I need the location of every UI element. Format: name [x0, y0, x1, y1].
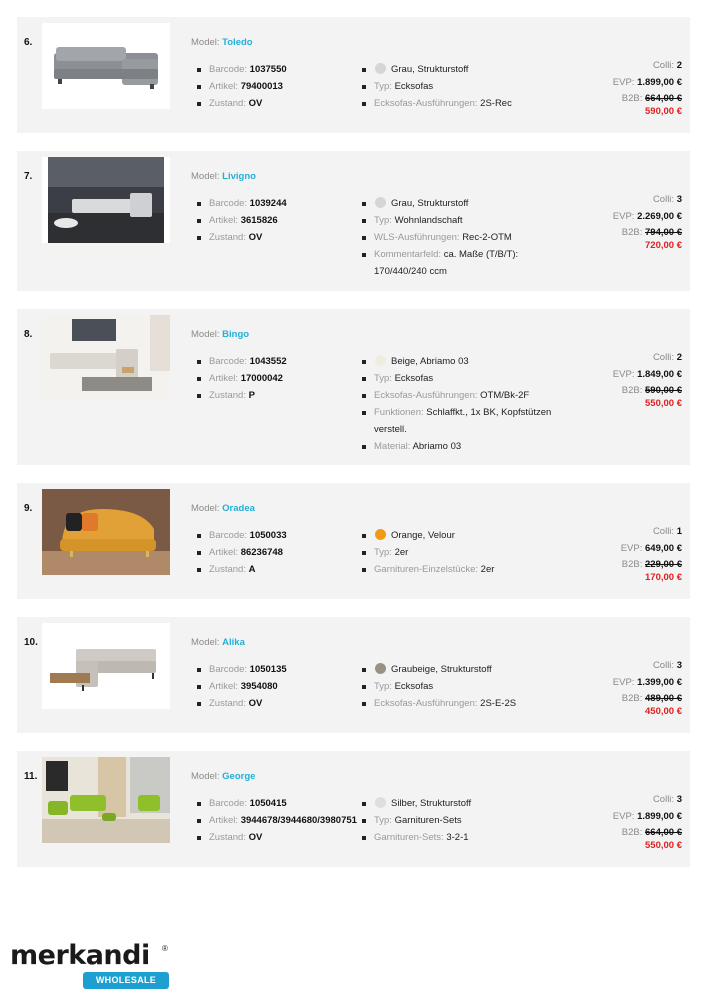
b2b-new-price: 590,00 € — [645, 106, 682, 117]
product-image — [42, 757, 170, 843]
artikel-row: Artikel: 17000042 — [195, 370, 363, 387]
model-name[interactable]: Alika — [222, 637, 245, 648]
variant-row: Ecksofas-Ausführungen: 2S-E-2S — [360, 695, 560, 712]
artikel-value: 3944678/3944680/3980751 — [240, 815, 357, 826]
zustand-row: Zustand: P — [195, 387, 363, 404]
evp-row: EVP: 1.849,00 € — [612, 369, 682, 380]
colli-value: 3 — [676, 794, 682, 805]
wholesale-badge: WHOLESALE — [83, 972, 169, 989]
registered-mark: ® — [162, 944, 168, 953]
b2b-new-price: 550,00 € — [645, 840, 682, 851]
typ-value: 2er — [394, 547, 409, 558]
typ-row: Typ: Wohnlandschaft — [360, 212, 560, 229]
comment-value: ca. Maße (T/B/T): 170/440/240 ccm — [374, 249, 519, 277]
price-block — [613, 657, 682, 718]
evp-row: EVP: 1.899,00 € — [612, 811, 682, 822]
colli-row: Colli: 3 — [652, 660, 682, 671]
typ-value: Wohnlandschaft — [394, 215, 463, 226]
evp-value: 1.849,00 € — [637, 369, 682, 380]
item-index: 10. — [24, 637, 38, 648]
typ-value: Ecksofas — [394, 681, 434, 692]
b2b-row: B2B: 229,00 € — [621, 559, 682, 570]
variant-value: 2S-Rec — [480, 98, 512, 109]
product-attributes — [360, 527, 560, 578]
product-image — [42, 23, 170, 109]
evp-value: 1.899,00 € — [637, 77, 682, 88]
variant-value: OTM/Bk-2F — [480, 390, 530, 401]
evp-value: 649,00 € — [645, 543, 682, 554]
barcode-value: 1050415 — [249, 798, 287, 809]
evp-value: 1.399,00 € — [637, 677, 682, 688]
model-line — [191, 771, 255, 782]
material-row: Material: Abriamo 03 — [360, 438, 560, 455]
typ-row: Typ: 2er — [360, 544, 560, 561]
color-value: Grau, Strukturstoff — [391, 198, 469, 209]
colli-value: 2 — [676, 352, 682, 363]
zustand-value: OV — [248, 698, 263, 709]
colli-row: Colli: 3 — [652, 194, 682, 205]
product-ids — [195, 661, 363, 712]
barcode-row: Barcode: 1050415 — [195, 795, 363, 812]
color-value: Beige, Abriamo 03 — [391, 356, 469, 367]
typ-row: Typ: Ecksofas — [360, 678, 560, 695]
color-value: Grau, Strukturstoff — [391, 64, 469, 75]
zustand-value: OV — [248, 98, 263, 109]
zustand-value: A — [248, 564, 256, 575]
color-row — [360, 195, 560, 212]
colli-row: Colli: 1 — [652, 526, 682, 537]
model-label: Model: — [191, 771, 220, 782]
artikel-value: 17000042 — [240, 373, 283, 384]
evp-row: EVP: 1.899,00 € — [612, 77, 682, 88]
b2b-new-price: 450,00 € — [645, 706, 682, 717]
variant-value: 2er — [480, 564, 495, 575]
variant-value: 2S-E-2S — [480, 698, 517, 709]
color-swatch-icon — [375, 797, 386, 808]
barcode-row: Barcode: 1050135 — [195, 661, 363, 678]
b2b-new-price: 720,00 € — [645, 240, 682, 251]
b2b-old-price: 489,00 € — [645, 693, 682, 704]
comment-row: Kommentarfeld: ca. Maße (T/B/T): 170/440/240 ccm — [360, 246, 560, 280]
colli-row: Colli: 2 — [652, 352, 682, 363]
zustand-value: OV — [248, 232, 263, 243]
zustand-row: Zustand: A — [195, 561, 363, 578]
product-image — [42, 315, 170, 401]
b2b-old-price: 229,00 € — [645, 559, 682, 570]
price-block — [613, 791, 682, 852]
model-line — [191, 37, 253, 48]
product-image — [42, 157, 170, 243]
artikel-row: Artikel: 3615826 — [195, 212, 363, 229]
model-line — [191, 171, 256, 182]
colli-row: Colli: 3 — [652, 794, 682, 805]
typ-value: Ecksofas — [394, 373, 434, 384]
color-value: Silber, Strukturstoff — [391, 798, 472, 809]
barcode-row: Barcode: 1050033 — [195, 527, 363, 544]
colli-value: 3 — [676, 194, 682, 205]
product-card — [17, 309, 690, 465]
variant-row: Garnituren-Sets: 3-2-1 — [360, 829, 560, 846]
model-name[interactable]: Toledo — [222, 37, 253, 48]
b2b-old-price: 664,00 € — [645, 93, 682, 104]
b2b-row: B2B: 489,00 € — [621, 693, 682, 704]
barcode-value: 1039244 — [249, 198, 287, 209]
merkandi-logo — [10, 940, 180, 992]
model-line — [191, 329, 249, 340]
artikel-value: 3954080 — [240, 681, 278, 692]
product-attributes — [360, 61, 560, 112]
product-ids — [195, 195, 363, 246]
functions-row: Funktionen: Schlaffkt., 1x BK, Kopfstützen verstell. — [360, 404, 560, 438]
product-card — [17, 151, 690, 291]
color-swatch-icon — [375, 197, 386, 208]
color-row — [360, 527, 560, 544]
color-value: Orange, Velour — [391, 530, 455, 541]
b2b-old-price: 794,00 € — [645, 227, 682, 238]
zustand-row: Zustand: OV — [195, 829, 363, 846]
product-attributes — [360, 661, 560, 712]
colli-value: 3 — [676, 660, 682, 671]
b2b-new-price: 550,00 € — [645, 398, 682, 409]
evp-value: 2.269,00 € — [637, 211, 682, 222]
artikel-value: 79400013 — [240, 81, 283, 92]
product-card — [17, 751, 690, 867]
typ-row: Typ: Garnituren-Sets — [360, 812, 560, 829]
zustand-value: OV — [248, 832, 263, 843]
material-value: Abriamo 03 — [412, 441, 462, 452]
model-label: Model: — [191, 637, 220, 648]
product-card — [17, 17, 690, 133]
artikel-row: Artikel: 3954080 — [195, 678, 363, 695]
product-card — [17, 483, 690, 599]
artikel-row: Artikel: 86236748 — [195, 544, 363, 561]
model-line — [191, 503, 255, 514]
price-block — [613, 349, 682, 410]
price-block — [613, 191, 682, 252]
evp-row: EVP: 1.399,00 € — [612, 677, 682, 688]
product-attributes — [360, 795, 560, 846]
variant-row: Ecksofas-Ausführungen: 2S-Rec — [360, 95, 560, 112]
artikel-row: Artikel: 3944678/3944680/3980751 — [195, 812, 363, 829]
price-block — [613, 57, 682, 118]
product-card — [17, 617, 690, 733]
product-ids — [195, 795, 363, 846]
variant-row: Garnituren-Einzelstücke: 2er — [360, 561, 560, 578]
color-row — [360, 61, 560, 78]
b2b-old-price: 664,00 € — [645, 827, 682, 838]
colli-value: 2 — [676, 60, 682, 71]
typ-row: Typ: Ecksofas — [360, 370, 560, 387]
model-name[interactable]: Oradea — [222, 503, 255, 514]
barcode-row: Barcode: 1039244 — [195, 195, 363, 212]
typ-row: Typ: Ecksofas — [360, 78, 560, 95]
product-ids — [195, 527, 363, 578]
logo-wordmark: merkandi — [10, 940, 150, 971]
model-name[interactable]: George — [222, 771, 256, 782]
b2b-row: B2B: 590,00 € — [621, 385, 682, 396]
color-swatch-icon — [375, 529, 386, 540]
typ-value: Ecksofas — [394, 81, 434, 92]
item-index: 6. — [24, 37, 33, 48]
color-swatch-icon — [375, 663, 386, 674]
item-index: 8. — [24, 329, 33, 340]
model-line — [191, 637, 245, 648]
color-swatch-icon — [375, 355, 386, 366]
b2b-row: B2B: 664,00 € — [621, 93, 682, 104]
variant-value: 3-2-1 — [446, 832, 469, 843]
barcode-value: 1050033 — [249, 530, 287, 541]
color-swatch-icon — [375, 63, 386, 74]
colli-value: 1 — [676, 526, 682, 537]
b2b-row: B2B: 794,00 € — [621, 227, 682, 238]
item-index: 11. — [24, 771, 38, 782]
item-index: 7. — [24, 171, 33, 182]
product-attributes — [360, 353, 560, 455]
product-attributes — [360, 195, 560, 280]
barcode-row: Barcode: 1043552 — [195, 353, 363, 370]
model-name[interactable]: Livigno — [222, 171, 256, 182]
price-block — [621, 523, 682, 584]
evp-row: EVP: 649,00 € — [620, 543, 682, 554]
evp-value: 1.899,00 € — [637, 811, 682, 822]
colli-row: Colli: 2 — [652, 60, 682, 71]
artikel-value: 3615826 — [240, 215, 278, 226]
variant-value: Rec-2-OTM — [462, 232, 512, 243]
model-label: Model: — [191, 503, 220, 514]
model-label: Model: — [191, 37, 220, 48]
barcode-value: 1037550 — [249, 64, 287, 75]
color-value: Graubeige, Strukturstoff — [391, 664, 492, 675]
functions-value: Schlaffkt., 1x BK, Kopfstützen verstell. — [374, 407, 552, 435]
color-row — [360, 353, 560, 370]
barcode-value: 1050135 — [249, 664, 287, 675]
variant-row: Ecksofas-Ausführungen: OTM/Bk-2F — [360, 387, 560, 404]
product-image — [42, 623, 170, 709]
model-name[interactable]: Bingo — [222, 329, 250, 340]
evp-row: EVP: 2.269,00 € — [612, 211, 682, 222]
zustand-row: Zustand: OV — [195, 695, 363, 712]
b2b-new-price: 170,00 € — [645, 572, 682, 583]
item-index: 9. — [24, 503, 33, 514]
zustand-row: Zustand: OV — [195, 229, 363, 246]
model-label: Model: — [191, 171, 220, 182]
artikel-row: Artikel: 79400013 — [195, 78, 363, 95]
product-image — [42, 489, 170, 575]
model-label: Model: — [191, 329, 220, 340]
artikel-value: 86236748 — [240, 547, 283, 558]
color-row — [360, 795, 560, 812]
b2b-old-price: 590,00 € — [645, 385, 682, 396]
product-ids — [195, 61, 363, 112]
zustand-row: Zustand: OV — [195, 95, 363, 112]
zustand-value: P — [248, 390, 255, 401]
typ-value: Garnituren-Sets — [394, 815, 462, 826]
variant-row: WLS-Ausführungen: Rec-2-OTM — [360, 229, 560, 246]
color-row — [360, 661, 560, 678]
b2b-row: B2B: 664,00 € — [621, 827, 682, 838]
product-ids — [195, 353, 363, 404]
barcode-value: 1043552 — [249, 356, 287, 367]
barcode-row: Barcode: 1037550 — [195, 61, 363, 78]
